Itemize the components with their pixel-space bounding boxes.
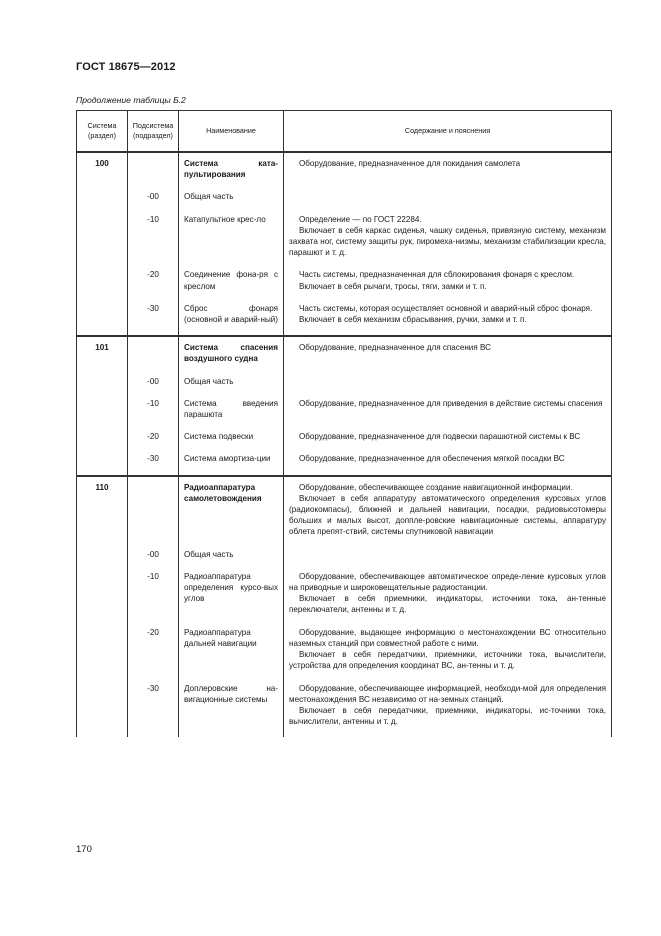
item-name-cell: Радиоаппаратура дальней навигации [179, 626, 284, 682]
table-row [77, 375, 612, 397]
content-paragraph: Включает в себя передатчики, приемники, индикаторы, ис-точники тока, вычислители, антенны и т. д. [289, 705, 606, 727]
column-header-name: Наименование [179, 111, 284, 153]
system-code-cell [77, 213, 128, 269]
content-paragraph: Оборудование, обеспечивающее создание навигационной информации. [299, 482, 573, 492]
table-row [77, 682, 612, 738]
system-code-cell [77, 626, 128, 682]
column-header-system: Система (раздел) [77, 111, 128, 153]
table-row [77, 397, 612, 430]
system-code-cell [77, 548, 128, 570]
subsystem-code-cell: -30 [128, 452, 179, 475]
item-name-cell: Общая часть [179, 375, 284, 397]
system-code-cell [77, 397, 128, 430]
column-header-subsystem: Подсистема (подраздел) [128, 111, 179, 153]
content-paragraph: Оборудование, предназначенное для обеспечения мягкой посадки ВС [299, 454, 565, 464]
subsystem-code-cell [128, 476, 179, 548]
item-content-cell [284, 375, 612, 397]
system-group [77, 152, 612, 336]
system-code-cell [77, 268, 128, 301]
subsystem-code-cell [128, 336, 179, 374]
item-content-cell [284, 430, 612, 452]
table-row [77, 430, 612, 452]
system-code-cell: 110 [77, 476, 128, 548]
subsystem-code-cell: -20 [128, 268, 179, 301]
subsystem-code-cell: -20 [128, 430, 179, 452]
item-content-cell [284, 570, 612, 626]
content-paragraph: Часть системы, которая осуществляет основной и аварий-ный сброс фонаря. [299, 303, 593, 313]
system-group [77, 476, 612, 738]
content-paragraph: Оборудование, предназначенное для покидания самолета [299, 159, 521, 168]
table-row [77, 302, 612, 336]
content-paragraph: Оборудование, обеспечивающее автоматическое опреде-ление курсовых углов на приводные и широковещательные радиостанции. [289, 571, 606, 593]
item-content-cell [284, 476, 612, 548]
item-content-cell [284, 302, 612, 336]
item-content-cell [284, 682, 612, 738]
subsystem-code-cell: -30 [128, 682, 179, 738]
content-paragraph: Оборудование, предназначенное для подвески парашютной системы к ВС [299, 432, 581, 442]
content-paragraph: Часть системы, предназначенная для сблокирования фонаря с креслом. [299, 270, 575, 280]
specification-table [76, 110, 612, 737]
system-code-cell [77, 682, 128, 738]
system-code-cell [77, 430, 128, 452]
item-name-cell: Доплеровские на-вигационные системы [179, 682, 284, 738]
system-code-cell [77, 190, 128, 212]
table-row [77, 626, 612, 682]
item-name-cell: Радиоаппаратура самолетовождения [179, 476, 284, 548]
item-content-cell [284, 152, 612, 190]
table-row [77, 548, 612, 570]
table-row [77, 452, 612, 475]
subsystem-code-cell: -10 [128, 397, 179, 430]
item-name-cell: Общая часть [179, 190, 284, 212]
system-code-cell [77, 302, 128, 336]
subsystem-code-cell: -00 [128, 375, 179, 397]
system-code-cell [77, 375, 128, 397]
item-name-cell: Радиоаппаратура определения курсо-вых углов [179, 570, 284, 626]
item-name-cell: Система подвески [179, 430, 284, 452]
item-content-cell [284, 452, 612, 475]
page-number: 170 [76, 844, 92, 855]
item-name-cell: Сброс фонаря (основной и аварий-ный) [179, 302, 284, 336]
item-name-cell: Общая часть [179, 548, 284, 570]
content-paragraph: Определение — по ГОСТ 22284. [299, 214, 422, 224]
subsystem-code-cell: -00 [128, 190, 179, 212]
column-header-content: Содержание и пояснения [284, 111, 612, 153]
system-code-cell: 101 [77, 336, 128, 374]
subsystem-code-cell [128, 152, 179, 190]
item-content-cell [284, 548, 612, 570]
system-code-cell: 100 [77, 152, 128, 190]
item-name-cell: Система амортиза-ции [179, 452, 284, 475]
content-paragraph: Оборудование, обеспечивающее информацией, необходи-мой для определения местонахождения ВС независимо от на-земных станций. [289, 683, 606, 704]
table-row [77, 152, 612, 190]
subsystem-code-cell: -10 [128, 213, 179, 269]
table-row [77, 213, 612, 269]
content-paragraph: Оборудование, предназначенное для приведения в действие системы спасения [299, 398, 603, 408]
item-name-cell: Катапультное крес-ло [179, 213, 284, 269]
subsystem-code-cell: -10 [128, 570, 179, 626]
content-paragraph: Включает в себя механизм сбрасывания, ручки, замки и т. п. [299, 315, 527, 325]
content-paragraph: Включает в себя приемники, индикаторы, источники тока, ан-тенные переключатели, антенны и т. д. [289, 594, 606, 615]
item-content-cell [284, 190, 612, 212]
table-row [77, 190, 612, 212]
system-group [77, 336, 612, 475]
item-content-cell [284, 213, 612, 269]
item-content-cell [284, 268, 612, 301]
table-row [77, 570, 612, 626]
item-content-cell [284, 397, 612, 430]
item-name-cell: Система спасения воздушного судна [179, 336, 284, 374]
document-code: ГОСТ 18675—2012 [76, 61, 176, 73]
item-content-cell [284, 626, 612, 682]
content-paragraph: Включает в себя каркас сиденья, чашку сиденья, привязную систему, механизм захвата ног, систему защиты рук, пиромеха-низмы, механизм стабилизации кресла, парашют и т. д. [289, 225, 606, 258]
item-content-cell [284, 336, 612, 374]
item-name-cell: Система введения парашюта [179, 397, 284, 430]
system-code-cell [77, 452, 128, 475]
system-code-cell [77, 570, 128, 626]
content-paragraph: Оборудование, выдающее информацию о местонахождении ВС относительно наземных станций при совместной работе с ними. [289, 627, 606, 648]
content-paragraph: Включает в себя аппаратуру автоматического определения курсовых углов (радиокомпасы), ближней и дальней навигации, посадки, радиовысотомеры больших и малых высот, доппле-ровские навигационные системы, аппаратуру облета препят-ствий, системы спутниковой навигации [289, 493, 606, 537]
table-header [77, 111, 612, 153]
table-caption: Продолжение таблицы Б.2 [76, 95, 186, 105]
item-name-cell: Система ката-пультирования [179, 152, 284, 190]
table-row [77, 268, 612, 301]
content-paragraph: Включает в себя передатчики, приемники, источники тока, вычислители, устройства для определения координат ВС, ан-тенны и т. д. [289, 650, 606, 671]
subsystem-code-cell: -30 [128, 302, 179, 336]
table-row [77, 476, 612, 548]
table-row [77, 336, 612, 374]
subsystem-code-cell: -00 [128, 548, 179, 570]
subsystem-code-cell: -20 [128, 626, 179, 682]
content-paragraph: Включает в себя рычаги, тросы, тяги, замки и т. п. [299, 281, 487, 291]
item-name-cell: Соединение фона-ря с креслом [179, 268, 284, 301]
content-paragraph: Оборудование, предназначенное для спасения ВС [299, 343, 491, 353]
